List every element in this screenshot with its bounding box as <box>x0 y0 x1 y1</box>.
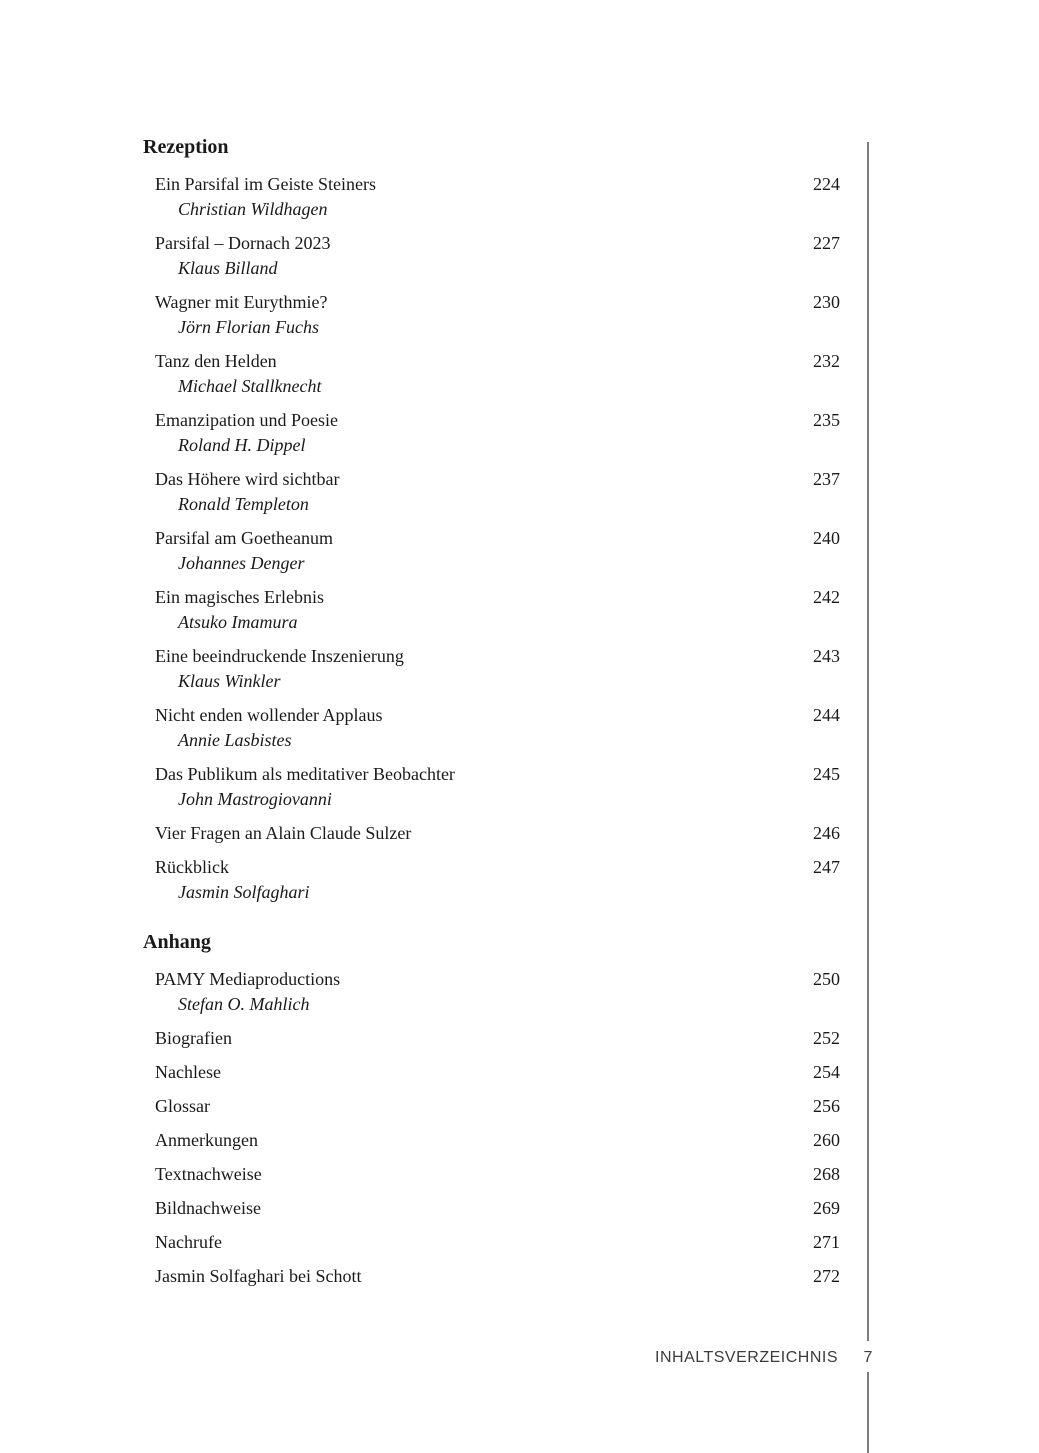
toc-entry-title: Bildnachweise <box>155 1198 261 1218</box>
toc-entry-row <box>143 290 840 315</box>
toc-entry-page-number: 247 <box>813 857 840 877</box>
toc-entry <box>143 585 840 635</box>
toc-entry-page-number: 250 <box>813 969 840 989</box>
folio-page-number: 7 <box>863 1349 873 1366</box>
toc-entry <box>143 1264 840 1289</box>
toc-entry-row <box>143 821 840 846</box>
toc-entry <box>143 967 840 1017</box>
toc-entry-page-number: 243 <box>813 646 840 666</box>
toc-entry-row <box>143 585 840 610</box>
toc-entry-title: Textnachweise <box>155 1164 262 1184</box>
toc-entry-row <box>143 967 840 992</box>
toc-entry-row <box>143 1094 840 1119</box>
toc-entry-title: PAMY Mediaproductions <box>155 969 341 989</box>
toc-entry <box>143 408 840 458</box>
toc-section <box>143 929 840 1289</box>
toc-entry <box>143 290 840 340</box>
toc-entry-title: Ein Parsifal im Geiste Steiners <box>155 174 376 194</box>
toc-entry-title: Ein magisches Erlebnis <box>155 587 324 607</box>
toc-entry-author: Annie Lasbistes <box>178 730 292 750</box>
toc-entry <box>143 821 840 846</box>
toc-entry <box>143 1060 840 1085</box>
toc-entry-title: Anmerkungen <box>155 1130 258 1150</box>
toc-entry-author: Jörn Florian Fuchs <box>178 317 319 337</box>
toc-entry <box>143 1026 840 1051</box>
toc-entry-row <box>143 526 840 551</box>
toc-entry <box>143 855 840 905</box>
toc-entry-page-number: 232 <box>813 351 840 371</box>
toc-entry-page-number: 254 <box>813 1062 840 1082</box>
toc-entry-author: Roland H. Dippel <box>178 435 306 455</box>
toc-entry-author: Klaus Winkler <box>178 671 281 691</box>
toc-entry-page-number: 271 <box>813 1232 840 1252</box>
toc-entry-row <box>143 1162 840 1187</box>
toc-entry-title: Tanz den Helden <box>155 351 277 371</box>
toc-entry <box>143 349 840 399</box>
toc-entry-page-number: 256 <box>813 1096 840 1116</box>
toc-entry <box>143 467 840 517</box>
toc-entry-page-number: 242 <box>813 587 840 607</box>
toc-entry-title: Nicht enden wollender Applaus <box>155 705 383 725</box>
toc-entry-row <box>143 855 840 880</box>
section-heading: Anhang <box>143 931 211 953</box>
toc-entry-author: John Mastrogiovanni <box>178 789 332 809</box>
toc-entry <box>143 703 840 753</box>
toc-entry-page-number: 224 <box>813 174 840 194</box>
toc-entry <box>143 762 840 812</box>
table-of-contents <box>143 134 840 1298</box>
toc-entry <box>143 1162 840 1187</box>
toc-entry-page-number: 230 <box>813 292 840 312</box>
toc-entry-title: Das Höhere wird sichtbar <box>155 469 340 489</box>
toc-entry-title: Das Publikum als meditativer Beobachter <box>155 764 455 784</box>
toc-entry-author: Ronald Templeton <box>178 494 309 514</box>
toc-entry <box>143 526 840 576</box>
toc-entry-title: Wagner mit Eurythmie? <box>155 292 328 312</box>
toc-entry-page-number: 245 <box>813 764 840 784</box>
toc-entry-row <box>143 1230 840 1255</box>
toc-entry-author: Johannes Denger <box>178 553 305 573</box>
toc-entry-page-number: 272 <box>813 1266 840 1286</box>
toc-entry-page-number: 240 <box>813 528 840 548</box>
toc-entry-page-number: 260 <box>813 1130 840 1150</box>
toc-entry-author: Christian Wildhagen <box>178 199 328 219</box>
toc-entry-row <box>143 172 840 197</box>
toc-entry-row <box>143 349 840 374</box>
toc-entry-title: Eine beeindruckende Inszenierung <box>155 646 404 666</box>
running-footer-label: INHALTSVERZEICHNIS <box>655 1349 838 1366</box>
toc-entry-author: Stefan O. Mahlich <box>178 994 310 1014</box>
toc-entry <box>143 1196 840 1221</box>
toc-entry-row <box>143 1264 840 1289</box>
toc-entry-author: Michael Stallknecht <box>178 376 322 396</box>
toc-entry-page-number: 237 <box>813 469 840 489</box>
toc-entry <box>143 1094 840 1119</box>
toc-entry-title: Emanzipation und Poesie <box>155 410 338 430</box>
toc-entry-row <box>143 1060 840 1085</box>
toc-entry-page-number: 269 <box>813 1198 840 1218</box>
section-entries <box>143 172 840 905</box>
toc-entry-title: Nachrufe <box>155 1232 222 1252</box>
toc-entry-title: Jasmin Solfaghari bei Schott <box>155 1266 362 1286</box>
toc-entry-page-number: 227 <box>813 233 840 253</box>
section-entries <box>143 967 840 1289</box>
page-edge-rule-top <box>867 142 869 1341</box>
toc-entry-row <box>143 1128 840 1153</box>
toc-entry-row <box>143 1026 840 1051</box>
toc-entry-title: Glossar <box>155 1096 210 1116</box>
toc-entry-title: Parsifal am Goetheanum <box>155 528 333 548</box>
toc-entry-row <box>143 408 840 433</box>
toc-entry-page-number: 268 <box>813 1164 840 1184</box>
toc-entry-author: Klaus Billand <box>178 258 278 278</box>
toc-entry-title: Nachlese <box>155 1062 221 1082</box>
section-heading: Rezeption <box>143 136 229 158</box>
toc-entry-page-number: 244 <box>813 705 840 725</box>
toc-entry-row <box>143 231 840 256</box>
toc-entry-page-number: 235 <box>813 410 840 430</box>
toc-entry-title: Rückblick <box>155 857 229 877</box>
toc-entry-title: Biografien <box>155 1028 232 1048</box>
toc-entry-row <box>143 467 840 492</box>
toc-entry <box>143 1230 840 1255</box>
toc-entry-page-number: 246 <box>813 823 840 843</box>
toc-entry-author: Jasmin Solfaghari <box>178 882 310 902</box>
page-edge-rule-bottom <box>867 1372 869 1453</box>
toc-entry <box>143 644 840 694</box>
toc-entry-row <box>143 762 840 787</box>
toc-entry-row <box>143 1196 840 1221</box>
toc-entry-page-number: 252 <box>813 1028 840 1048</box>
toc-entry-row <box>143 644 840 669</box>
toc-entry <box>143 231 840 281</box>
toc-entry-author: Atsuko Imamura <box>178 612 298 632</box>
toc-entry <box>143 1128 840 1153</box>
toc-entry <box>143 172 840 222</box>
toc-section <box>143 134 840 905</box>
toc-entry-title: Vier Fragen an Alain Claude Sulzer <box>155 823 412 843</box>
toc-entry-row <box>143 703 840 728</box>
toc-entry-title: Parsifal – Dornach 2023 <box>155 233 331 253</box>
